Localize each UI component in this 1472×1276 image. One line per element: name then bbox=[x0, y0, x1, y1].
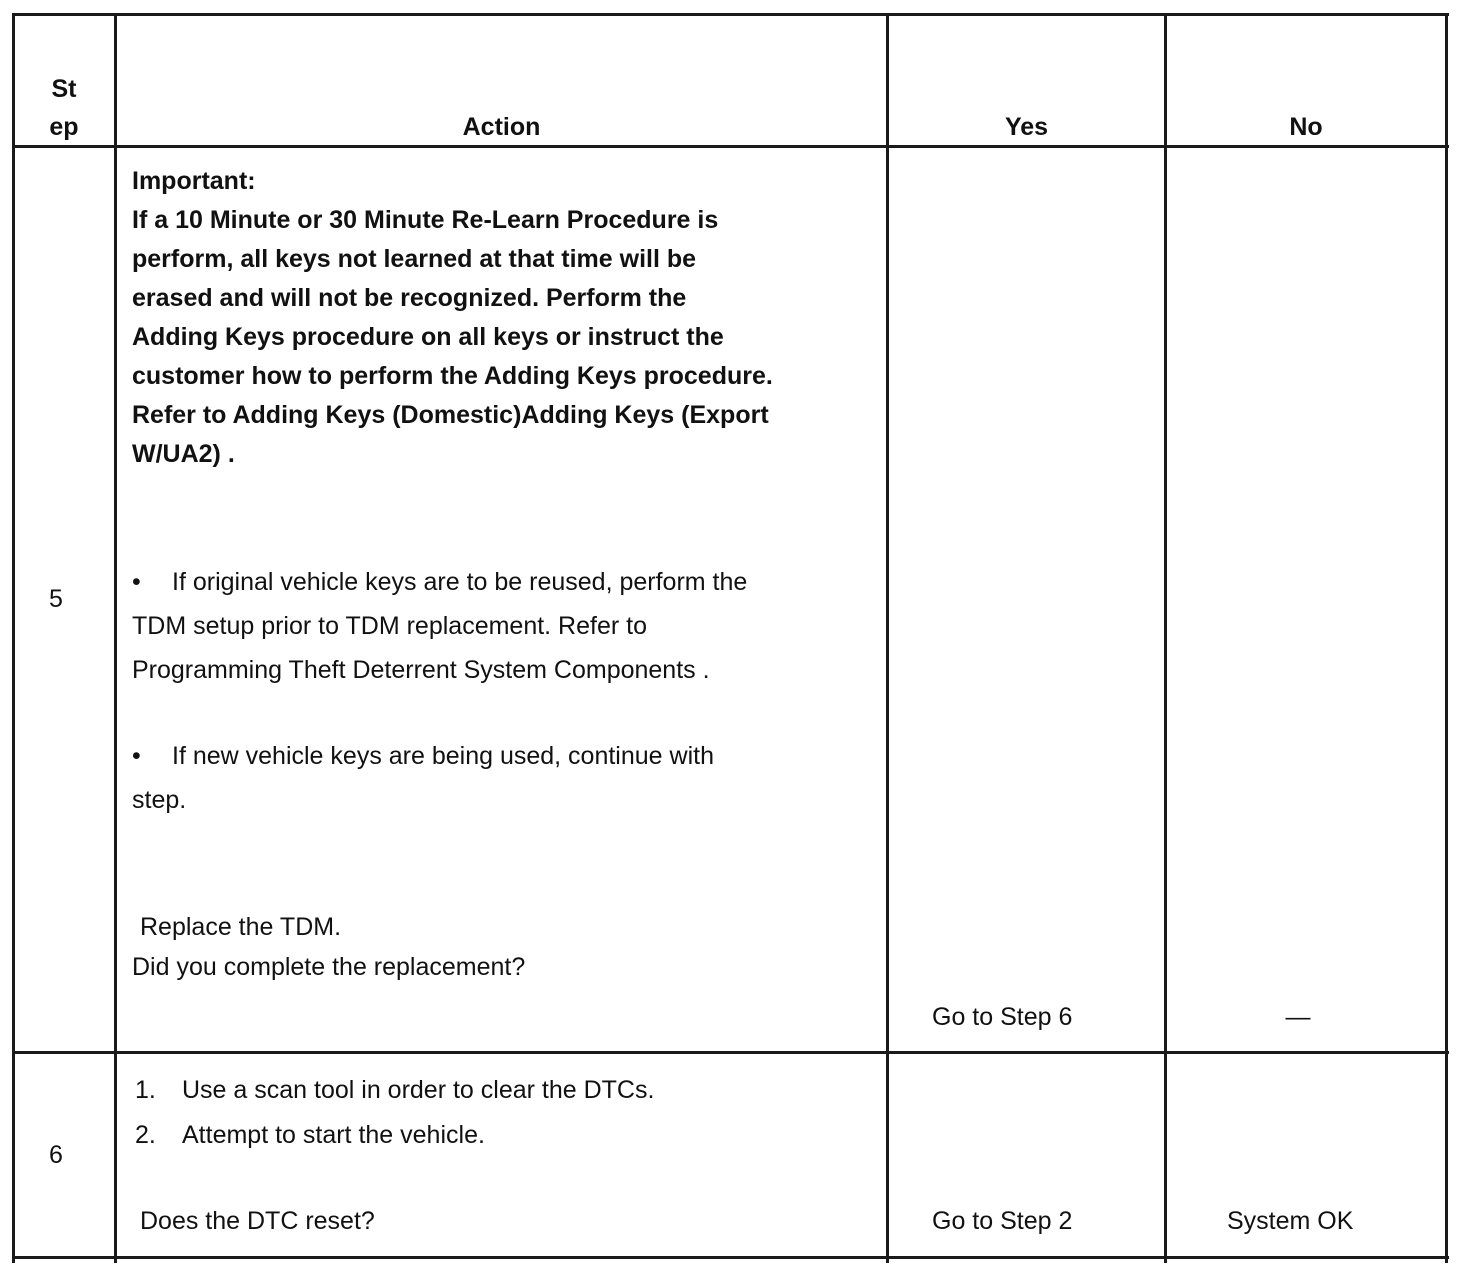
numbered-step bbox=[135, 1071, 654, 1110]
header-step-line2: ep bbox=[49, 113, 79, 141]
bullet-text: If original vehicle keys are to be reused, perform the bbox=[172, 568, 748, 596]
step-number: 5 bbox=[49, 585, 63, 613]
important-line: Adding Keys procedure on all keys or instruct the bbox=[132, 323, 724, 351]
bullet-text: TDM setup prior to TDM replacement. Refer to bbox=[132, 612, 647, 640]
important-line: W/UA2) . bbox=[132, 440, 235, 468]
row-5-bottom-border bbox=[12, 1051, 1449, 1054]
question-text: Did you complete the replacement? bbox=[132, 953, 526, 981]
important-line: If a 10 Minute or 30 Minute Re-Learn Procedure is bbox=[132, 206, 719, 234]
bullet-icon: • bbox=[132, 568, 141, 596]
table-right-border bbox=[1445, 13, 1448, 1263]
header-yes: Yes bbox=[1004, 113, 1049, 141]
numbered-step bbox=[135, 1116, 485, 1155]
action-text: Replace the TDM. bbox=[140, 913, 342, 941]
step-num: 2. bbox=[135, 1121, 156, 1149]
header-step-line1: St bbox=[51, 75, 77, 103]
bullet-icon: • bbox=[132, 742, 141, 770]
important-line: perform, all keys not learned at that time will be bbox=[132, 245, 697, 273]
important-label: Important: bbox=[132, 167, 256, 195]
no-result: — bbox=[1285, 1003, 1311, 1031]
step-text: Attempt to start the vehicle. bbox=[182, 1121, 485, 1149]
header-action: Action bbox=[462, 113, 541, 141]
no-result: System OK bbox=[1227, 1207, 1354, 1235]
question-text: Does the DTC reset? bbox=[140, 1207, 375, 1235]
important-line: customer how to perform the Adding Keys procedure. bbox=[132, 362, 773, 390]
yes-result: Go to Step 6 bbox=[932, 1003, 1073, 1031]
step-number: 6 bbox=[49, 1141, 63, 1169]
step-num: 1. bbox=[135, 1076, 156, 1104]
step-action-divider bbox=[114, 13, 117, 1263]
bullet-text: If new vehicle keys are being used, continue with bbox=[172, 742, 714, 770]
table-left-border bbox=[12, 13, 15, 1263]
table-top-border bbox=[12, 13, 1449, 16]
table-bottom-border bbox=[12, 1256, 1449, 1259]
header-no: No bbox=[1289, 113, 1323, 141]
yes-result: Go to Step 2 bbox=[932, 1207, 1073, 1235]
important-note bbox=[132, 162, 872, 474]
action-yes-divider bbox=[886, 13, 889, 1263]
yes-no-divider bbox=[1164, 13, 1167, 1263]
bullet-item bbox=[132, 560, 872, 692]
step-text: Use a scan tool in order to clear the DTCs. bbox=[182, 1076, 655, 1104]
important-line: Refer to Adding Keys (Domestic)Adding Keys (Export bbox=[132, 401, 769, 429]
bullet-item bbox=[132, 734, 872, 822]
bullet-text: step. bbox=[132, 786, 187, 814]
bullet-text: Programming Theft Deterrent System Components . bbox=[132, 656, 710, 684]
important-line: erased and will not be recognized. Perform the bbox=[132, 284, 687, 312]
